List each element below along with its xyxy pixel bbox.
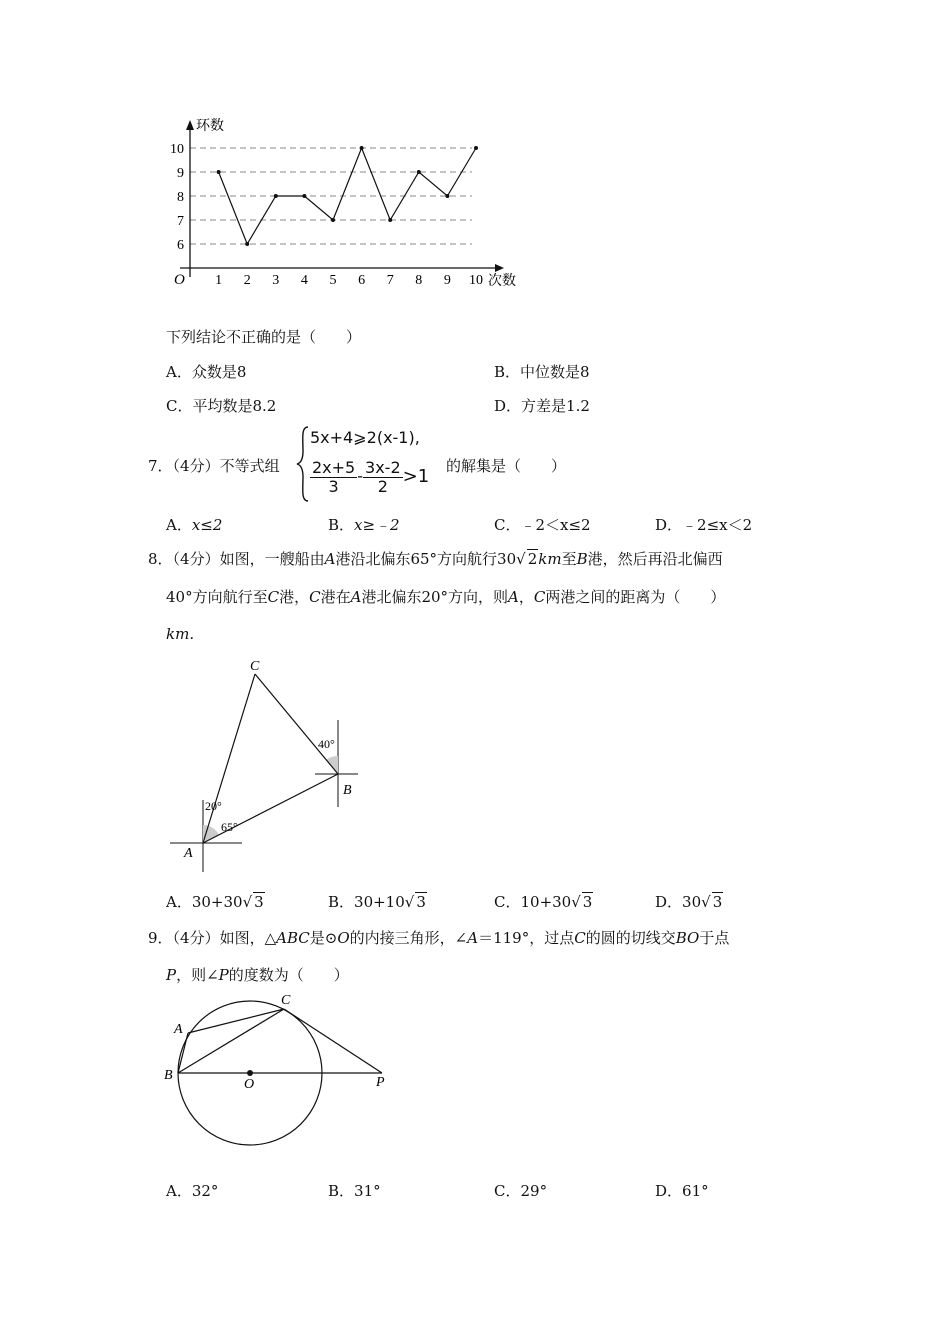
center-dot xyxy=(247,1070,253,1076)
x-tick-10: 10 xyxy=(469,273,483,288)
x-tick-1: 1 xyxy=(215,273,223,288)
data-point-2 xyxy=(245,242,249,246)
q7-prefix: 7．（4分）不等式组 xyxy=(148,457,280,475)
y-axis-arrow xyxy=(186,120,194,130)
data-point-1 xyxy=(217,170,221,174)
y-tick-6: 6 xyxy=(177,238,184,253)
segment-ac xyxy=(203,674,255,843)
data-point-5 xyxy=(331,218,335,222)
y-tick-7: 7 xyxy=(177,214,184,229)
q9-option-d: D．61° xyxy=(655,1182,709,1200)
svg-text:20°: 20° xyxy=(205,799,222,813)
q7-option-b: B．x≥﹣2 xyxy=(328,516,400,534)
svg-text:B: B xyxy=(343,783,352,798)
q7-option-d: D．﹣2≤x＜2 xyxy=(655,516,753,534)
x-tick-labels xyxy=(215,273,483,288)
svg-text:A: A xyxy=(184,846,193,861)
q7-suffix: 的解集是（ ） xyxy=(446,457,567,475)
q6-option-d: D．方差是1.2 xyxy=(494,397,590,415)
x-tick-2: 2 xyxy=(243,273,251,288)
svg-text:C: C xyxy=(281,993,291,1008)
sqrt-2: √ 2 xyxy=(516,550,538,568)
q6-option-a: A．众数是8 xyxy=(166,363,247,381)
q9-line-1: 9．（4分）如图，△ABC是⊙O的内接三角形，∠A＝119°，过点C的圆的切线交BO于点 xyxy=(148,929,730,947)
q8-option-a: A．30+30√ 3 xyxy=(166,893,264,911)
q9-option-a: A．32° xyxy=(166,1182,219,1200)
y-tick-9: 9 xyxy=(177,166,184,181)
q6-option-c: C．平均数是8.2 xyxy=(166,397,277,415)
svg-text:C: C xyxy=(250,659,260,674)
x-tick-8: 8 xyxy=(415,273,423,288)
q7-inequality-1: 5x+4⩾2(x-1), xyxy=(310,428,420,447)
y-tick-10: 10 xyxy=(170,142,184,157)
x-axis-label: 次数 xyxy=(488,274,516,289)
svg-text:O: O xyxy=(244,1077,255,1092)
origin-label: O xyxy=(174,272,185,288)
x-tick-5: 5 xyxy=(329,273,337,288)
q6-stem: 下列结论不正确的是（ ） xyxy=(166,328,362,346)
data-point-9 xyxy=(445,194,449,198)
chart-gridlines xyxy=(190,148,472,244)
q6-option-b: B．中位数是8 xyxy=(494,363,590,381)
q9-line-2: P，则∠P的度数为（ ） xyxy=(166,966,349,984)
fraction-1: $\frac{2x+5}{3}$ xyxy=(312,458,356,496)
q8-line-1: 8．（4分）如图，一艘船由A港沿北偏东65°方向航行30√ 2km至B港，然后再沿北偏西 xyxy=(148,550,723,568)
data-point-3 xyxy=(274,194,278,198)
y-tick-labels xyxy=(170,142,184,253)
data-point-6 xyxy=(360,146,364,150)
svg-text:40°: 40° xyxy=(318,737,335,751)
q9-option-c: C．29° xyxy=(494,1182,548,1200)
svg-text:65°: 65° xyxy=(221,820,238,834)
x-tick-4: 4 xyxy=(300,273,308,288)
segment-ac xyxy=(188,1009,284,1033)
x-axis-arrow xyxy=(495,264,504,272)
svg-text:P: P xyxy=(376,1075,385,1090)
q7-inequality-2: $\frac{2x+5}{3}$ - $\frac{3x-2}{2}$ >1 xyxy=(312,458,430,496)
x-tick-9: 9 xyxy=(443,273,451,288)
data-point-7 xyxy=(388,218,392,222)
y-tick-8: 8 xyxy=(177,190,184,205)
ship-route-figure xyxy=(160,650,380,875)
data-point-4 xyxy=(302,194,306,198)
tangent-cp xyxy=(284,1009,382,1073)
q8-option-b: B．30+10√ 3 xyxy=(328,893,426,911)
q9-option-b: B．31° xyxy=(328,1182,381,1200)
q8-unit: km. xyxy=(166,625,195,643)
circle-tangent-figure xyxy=(160,985,400,1155)
segment-cb xyxy=(255,674,338,774)
q8-option-d: D．30√ 3 xyxy=(655,893,723,911)
series-line xyxy=(219,148,476,244)
svg-text:B: B xyxy=(164,1068,173,1083)
q8-line-2: 40°方向航行至C港，C港在A港北偏东20°方向，则A，C两港之间的距离为（ ） xyxy=(166,588,726,606)
fraction-2: $\frac{3x-2}{2}$ xyxy=(365,458,401,496)
x-tick-6: 6 xyxy=(358,273,366,288)
segment-bc xyxy=(178,1009,284,1073)
q8-option-c: C．10+30√ 3 xyxy=(494,893,593,911)
y-axis-label: 环数 xyxy=(196,119,224,134)
x-tick-3: 3 xyxy=(272,273,280,288)
q7-option-a: A．x≤2 xyxy=(166,516,223,534)
q7-option-c: C．﹣2＜x≤2 xyxy=(494,516,591,534)
data-point-10 xyxy=(474,146,478,150)
score-line-chart xyxy=(160,112,530,292)
system-brace xyxy=(296,425,310,503)
data-point-8 xyxy=(417,170,421,174)
segment-ab xyxy=(178,1033,188,1073)
x-tick-7: 7 xyxy=(386,273,394,288)
svg-text:A: A xyxy=(174,1022,183,1037)
